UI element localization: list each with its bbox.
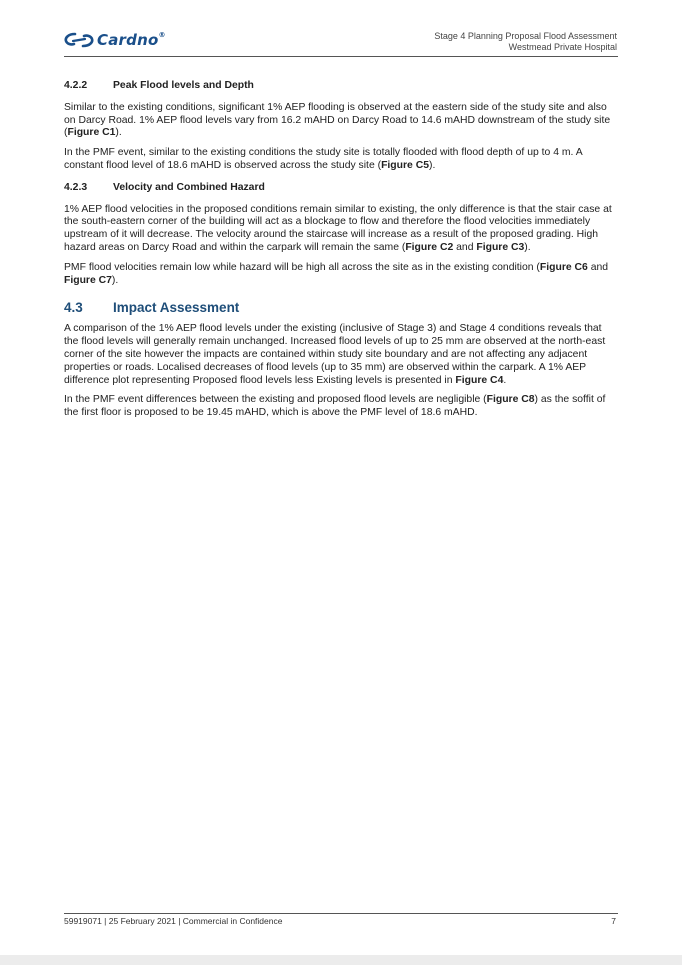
document-title-line2: Westmead Private Hospital [508,42,617,52]
paragraph: 1% AEP flood velocities in the proposed conditions remain similar to existing, the only difference is that the stair case at the south-eastern corner of the building will act as a blockage to flow and therefore the flood velocities immediately upstream of it will decrease. The velocity around the staircase will increase as a result of the proposed grading. High hazard areas on Darcy Road and within the carpark will remain the same (Figure C2 and Figure C3). [64,203,612,253]
document-title [434,31,617,53]
cardno-logo [64,29,166,51]
page-footer [64,913,618,927]
page-content [64,80,618,427]
heading-4-3 [64,300,618,316]
cardno-swoosh-icon [64,32,94,48]
heading-number: 4.3 [64,300,83,316]
figure-ref: Figure C7 [64,274,112,286]
figure-ref: Figure C3 [476,241,525,253]
paragraph: In the PMF event, similar to the existing conditions the study site is totally flooded with flood depth of up to 4 m. A constant flood level of 18.6 mAHD is observed across the study site (Figure C5). [64,147,583,171]
page-number: 7 [611,916,616,926]
figure-ref: Figure C2 [405,241,454,253]
paragraph: PMF flood velocities remain low while hazard will be high all across the site as in the existing condition (Figure C6 and Figure C7). [64,261,609,286]
heading-title: Impact Assessment [113,300,240,316]
heading-title: Velocity and Combined Hazard [113,181,265,193]
figure-ref: Figure C1 [67,127,116,139]
heading-title: Peak Flood levels and Depth [113,80,254,91]
heading-number: 4.2.2 [64,80,88,91]
figure-ref: Figure C4 [455,374,504,386]
figure-ref: Figure C8 [486,394,535,406]
heading-4-2-2 [64,80,618,93]
page-bottom-edge [0,955,682,965]
paragraph: Similar to the existing conditions, significant 1% AEP flooding is observed at the eastern side of the study site and also on Darcy Road. 1% AEP flood levels vary from 16.2 mAHD on Darcy Road to 14.6 mAHD downstream of the study site (Figure C1). [64,101,611,139]
document-title-line1: Stage 4 Planning Proposal Flood Assessment [434,31,617,41]
paragraph: A comparison of the 1% AEP flood levels under the existing (inclusive of Stage 3) and Stage 4 conditions reveals that the flood levels will generally remain unchanged. Increased flood levels of up to 25 mm are observed at the north-east corner of the site however the impacts are contained within study site boundary and are not affecting any adjacent properties or roads. Localised decreases of flood levels (up to 35 mm) are observed within the carpark. A 1% AEP difference plot representing Proposed flood levels less Existing levels is presented in Figure C4. [64,323,606,386]
figure-ref: Figure C5 [381,159,429,171]
footer-info: 59919071 | 25 February 2021 | Commercial in Confidence [64,916,283,926]
heading-4-2-3 [64,182,618,195]
logo-text: Cardno® [97,31,166,49]
page-header [64,28,618,57]
paragraph: In the PMF event differences between the existing and proposed flood levels are negligible (Figure C8) as the soffit of the first floor is proposed to be 19.45 mAHD, which is above the PMF level of 18.6 mAHD. [64,394,606,419]
figure-ref: Figure C6 [539,261,588,273]
heading-number: 4.2.3 [64,181,88,193]
